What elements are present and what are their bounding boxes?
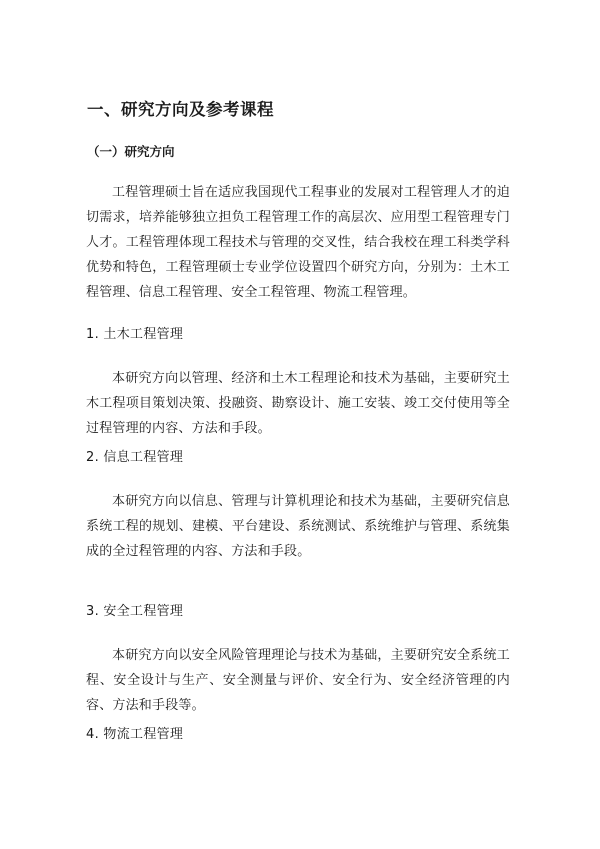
- subsection-heading: （一）研究方向: [87, 144, 175, 159]
- direction-body-civil: 本研究方向以管理、经济和土木工程理论和技术为基础，主要研究土木工程项目策划决策、投融资、勘察设计、施工安装、竣工交付使用等全过程管理的内容、方法和手段。: [86, 371, 510, 436]
- direction-body-safety: 本研究方向以安全风险管理理论与技术为基础，主要研究安全系统工程、安全设计与生产、安全测量与评价、安全行为、安全经济管理的内容、方法和手段等。: [86, 648, 510, 713]
- section-heading: 一、研究方向及参考课程: [87, 100, 274, 119]
- direction-title-logistics: 4. 物流工程管理: [86, 727, 184, 742]
- direction-title-civil: 1. 土木工程管理: [86, 327, 184, 342]
- direction-title-information: 2. 信息工程管理: [86, 450, 184, 465]
- direction-title-safety: 3. 安全工程管理: [86, 604, 184, 619]
- direction-body-information: 本研究方向以信息、管理与计算机理论和技术为基础，主要研究信息系统工程的规划、建模、平台建设、系统测试、系统维护与管理、系统集成的全过程管理的内容、方法和手段。: [86, 494, 510, 559]
- intro-paragraph: 工程管理硕士旨在适应我国现代工程事业的发展对工程管理人才的迫切需求，培养能够独立担负工程管理工作的高层次、应用型工程管理专门人才。工程管理体现工程技术与管理的交叉性，结合我校在理工科类学科优势和特色，工程管理硕士专业学位设置四个研究方向，分别为：土木工程管理、信息工程管理、安全工程管理、物流工程管理。: [86, 185, 510, 300]
